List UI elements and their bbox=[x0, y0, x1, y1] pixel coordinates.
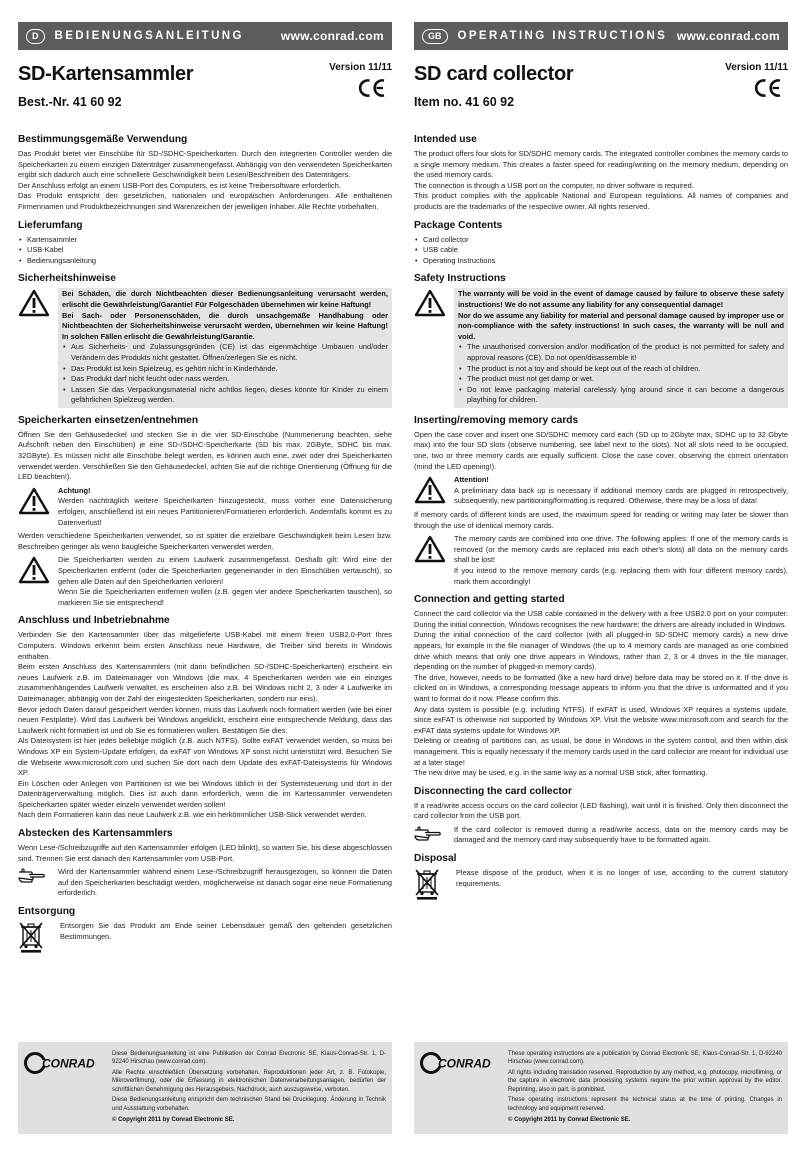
paragraph: If the card collector is removed during a read/write access, data on the memory cards may be damaged and the memory card may subsequently have to be formatted again. bbox=[454, 824, 788, 845]
list-item: • Aus Sicherheits- und Zulassungsgründen (CE) ist das eigenmächtige Umbauen und/oder Verändern des Produkts nicht gestattet. Öffnen/zerlegen Sie es nicht. bbox=[62, 342, 388, 363]
safety-text bbox=[58, 288, 392, 408]
paragraph: During the initial connection of the card collector (with all plugged-in SD-SDHC memory cards) a new drive appears, for example in the file manager of Windows (the up to 4 memory cards are managed as one combined drive which means that only one drive appears in Windows, rather than 2, 3 or 4 drives in the file manager, depending on the number of plugged-in memory cards). bbox=[414, 630, 788, 672]
item-number: Item no. 41 60 92 bbox=[414, 95, 515, 109]
section-insert-cards bbox=[18, 415, 392, 609]
list-item: • Das Produkt darf nicht feucht oder nass werden. bbox=[62, 374, 388, 385]
paragraph: The new drive may be used, e.g. in the same way as a normal USB stick, after formatting. bbox=[414, 768, 708, 778]
paragraph: Beim ersten Anschluss des Kartensammlers (mit darin befindlichen SD-/SDHC-Speicherkarten) erscheint ein neues Laufwerk z.B. im Dateimanager von Windows (die max. 4 Speicherkarten werden wie ein einziges zusammenhängendes Laufwerk verwaltet, es erscheinen also z.B. bei Windows nicht 2, 3 oder 4 Laufwerke im Dateimanager, abhängig von der Zahl der eingesteckten Speicherkarten, sondern nur eins). bbox=[18, 662, 392, 703]
attention-note bbox=[414, 475, 788, 507]
section-connection bbox=[414, 594, 788, 779]
conrad-logo-icon bbox=[24, 1052, 104, 1074]
version-label: Version 11/11 bbox=[725, 62, 788, 73]
footer-imprint bbox=[414, 1042, 788, 1134]
paragraph: The warranty will be void in the event of damage caused by failure to observe these safety instructions! We do not assume any liability for any consequential damage! bbox=[458, 289, 784, 309]
list-item: • Kartensammler bbox=[18, 235, 392, 246]
paragraph: The drive, however, needs to be formatted (like a new hard drive) before data may be stored on it. If the drive is clicked on in Windows, a corresponding message appears to inform you that the drive is unformatted and if you want to format do it now. Please confirm this. bbox=[414, 672, 788, 703]
paragraph: These operating instructions represent the technical status at the time of printing. Changes in technology and equipment reserved. bbox=[508, 1097, 782, 1112]
paragraph: Bevor jedoch Daten darauf gespeichert werden können, muss das Laufwerk noch formatiert werden (wie bei einer neuen Festplatte). Wird das Laufwerk bei Windows angeklickt, erscheint eine entsprechende Meldung, dass das Laufwerk nicht formatiert ist und ob Sie es formatieren wollen. Bestätigen Sie dies. bbox=[18, 704, 392, 735]
section-heading: Intended use bbox=[414, 134, 477, 145]
list-item: • Operating Instructions bbox=[414, 256, 788, 267]
language-badge: GB bbox=[422, 29, 448, 44]
section-heading: Disconnecting the card collector bbox=[414, 785, 572, 797]
list-item: • USB-Kabel bbox=[18, 245, 392, 256]
list-item: • The product is not a toy and should be kept out of the reach of children. bbox=[458, 364, 784, 375]
item-number: Best.-Nr. 41 60 92 bbox=[18, 95, 122, 109]
attention-title: Attention! bbox=[454, 475, 489, 485]
paragraph: Als Dateisystem ist hier jedes beliebige möglich (z.B. auch NTFS). Sollte exFAT verwendet werden, so muss bei Windows XP ein System-Update erfolgen, da exFAT von Windows XP sonst nicht unterstützt wird. Besuchen Sie die Webseite www.microsoft.com und suchen Sie dort nach dem Update des exFAT-Dateisystems für Windows XP. bbox=[18, 736, 392, 778]
paragraph: Wird der Kartensammler während einem Lese-/Schreibzugriff herausgezogen, so können die Daten auf den Speicherkarten beschädigt werden, möglicherweise ist danach sogar eine neue Formatierung erforderlich. bbox=[58, 867, 392, 898]
section-insert-cards bbox=[414, 415, 788, 587]
section-intended-use bbox=[18, 134, 392, 213]
paragraph: If a read/write access occurs on the card collector (LED flashing), wait until it is finished. Only then disconnect the card collector from the USB port. bbox=[414, 800, 788, 821]
column-german bbox=[18, 22, 392, 1134]
paragraph: Bei Schäden, die durch Nichtbeachten dieser Bedienungsanleitung verursacht werden, erlischt die Gewährleistung/Garantie! Für Folgeschäden übernehmen wir keine Haftung! bbox=[62, 289, 388, 309]
paragraph: If you intend to the remove memory cards (e.g. replacing them with four different memory cards), mark them accordingly! bbox=[454, 566, 788, 586]
warning-triangle-icon bbox=[414, 476, 446, 504]
paragraph: Ein Löschen oder Anlegen von Partitionen ist wie bei Windows üblich in der Systemsteuerung und dort in der Datenträgerverwaltung möglich. Dies ist auch dann erforderlich, wenn die im Kartensammler verwendeten Speicherkarten später wieder einzeln verwendet werden sollen! bbox=[18, 778, 392, 809]
header-url: www.conrad.com bbox=[676, 29, 780, 43]
paragraph: Das Produkt bietet vier Einschübe für SD-/SDHC-Speicherkarten. Durch den integrierten Controller werden die Speicherkarten zu einem einzigen Datenträger zusammengefasst. Abhängig von den verwendeten Speicherkarten ergibt sich dadurch auch eine schnellere Geschwindigkeit beim Lesen/Beschreiben des Datenträgers. bbox=[18, 149, 392, 180]
list-item: • Do not leave packaging material carelessly lying around since it can become a dangerous plaything for children. bbox=[458, 385, 784, 406]
content bbox=[414, 134, 788, 907]
section-disconnect bbox=[414, 786, 788, 846]
attention-note bbox=[18, 486, 392, 528]
section-heading: Bestimmungsgemäße Verwendung bbox=[18, 134, 188, 145]
copyright: © Copyright 2011 by Conrad Electronic SE. bbox=[508, 1116, 631, 1123]
paragraph: Please dispose of the product, when it is no longer of use, according to the current statutory requirements. bbox=[456, 868, 788, 888]
section-heading: Package Contents bbox=[414, 219, 503, 231]
paragraph: Nach dem Formatieren kann das neue Laufwerk z.B. wie ein herkömmlicher USB-Stick verwendet werden. bbox=[18, 810, 367, 820]
paragraph: Deleting or creating of partitions can, as usual, be done in Windows in the system control, and then within disk management. This is equally necessary if the memory cards used in the card collector are meant for individual use at a later stage! bbox=[414, 736, 788, 767]
paragraph: Nor do we assume any liability for material and personal damage caused by improper use or non-compliance with the safety instructions! In such cases, the warranty will be null and void. bbox=[458, 310, 784, 341]
list-item: • Lassen Sie das Verpackungsmaterial nicht achtlos liegen, dieses könnte für Kinder zu einem gefährlichen Spielzeug werden. bbox=[62, 385, 388, 406]
column-english bbox=[414, 22, 788, 1134]
section-heading: Abstecken des Kartensammlers bbox=[18, 828, 173, 840]
crossed-bin-icon bbox=[18, 921, 44, 953]
paragraph: Verbinden Sie den Kartensammler über das mitgelieferte USB-Kabel mit einem freien USB2.0-Port Ihres Computers. Windows erkennt beim ersten Anschluss neue Hardware, die Treiber sind bereits in Windows enthalten. bbox=[18, 630, 392, 661]
safety-list bbox=[458, 342, 784, 406]
section-disconnect bbox=[18, 828, 392, 899]
warning-triangle-icon bbox=[18, 487, 50, 515]
paragraph: Connect the card collector via the USB cable contained in the delivery with a free USB2.0 port on your computer. During the initial connection, Windows recognises the new hardware; the drivers are already included in Windows. bbox=[414, 609, 788, 629]
section-heading: Disposal bbox=[414, 853, 457, 865]
title-block bbox=[18, 50, 392, 120]
title-block bbox=[414, 50, 788, 120]
section-disposal bbox=[414, 853, 788, 900]
hint-note bbox=[18, 867, 392, 899]
paragraph: The memory cards are combined into one drive. The following applies: If one of the memory cards is removed (or the memory cards are replaced into each other's slots) all data on the memory cards shall be lost! bbox=[454, 534, 788, 565]
paragraph: The product offers four slots for SD/SDHC memory cards. The integrated controller combines the memory cards to a single memory medium. This creates a faster speed for reading/writing on the memory medium, depending on the used memory cards. bbox=[414, 149, 788, 180]
paragraph: Öffnen Sie den Gehäusedeckel und stecken Sie in die vier SD-Einschübe (Nummerierung beachten, siehe Aufschrift neben den Einschüben) je eine SD-/SDHC-Speicherkarte (SD bis max. 2GByte, SDHC bis max. 32GByte). Es müssen nicht alle Einschübe belegt werden, es können auch eine, zwei oder drei Speicherkarten verwendet werden. Verschließen Sie den Gehäusedeckel, achten Sie auf die richtige Orientierung (Öffnung für die LED beachten!). bbox=[18, 429, 392, 482]
header-banner bbox=[414, 22, 788, 50]
language-badge: D bbox=[26, 29, 45, 44]
section-heading: Inserting/removing memory cards bbox=[414, 414, 579, 426]
paragraph: Any data system is possible (e.g. including NTFS). If exFAT is used, Windows XP requires a systems update, since exFAT is otherwise not supported by Windows XP. Visit the website www.microsoft.com and search for the exFAT data systems update for Windows XP. bbox=[414, 704, 788, 735]
section-safety bbox=[414, 273, 788, 408]
warning-note bbox=[18, 555, 392, 608]
pointing-hand-icon bbox=[414, 825, 442, 843]
paragraph: Alle Rechte einschließlich Übersetzung vorbehalten. Reproduktionen jeder Art, z. B. Fotokopie, Mikroverfilmung, oder die Erfassung in elektronischen Datenverarbeitungsanlagen, bedürfen der schriftlichen Genehmigung des Herausgebers. Nachdruck, auch auszugsweise, verboten. bbox=[112, 1070, 386, 1093]
paragraph: Diese Bedienungsanleitung entspricht dem technischen Stand bei Drucklegung. Änderung in Technik und Ausstattung vorbehalten. bbox=[112, 1097, 386, 1112]
paragraph: Entsorgen Sie das Produkt am Ende seiner Lebensdauer gemäß den geltenden gesetzlichen Bestimmungen. bbox=[60, 921, 392, 941]
list-item: • Card collector bbox=[414, 235, 788, 246]
paragraph: A preliminary data back up is necessary if additional memory cards are plugged in retrospectively, subsequently, new partitioning/formatting is required. Otherwise, there may be a loss of data! bbox=[454, 485, 788, 506]
list-item: • USB cable bbox=[414, 245, 788, 256]
hint-note bbox=[414, 825, 788, 846]
paragraph: Wenn Lese-/Schreibzugriffe auf den Kartensammler erfolgen (LED blinkt), so warten Sie, bis diese abgeschlossen sind. Trennen Sie erst danach den Kartensammler vom USB-Port. bbox=[18, 843, 392, 863]
section-safety bbox=[18, 273, 392, 408]
imprint-text bbox=[508, 1050, 782, 1126]
header-title: OPERATING INSTRUCTIONS bbox=[457, 30, 668, 42]
section-intended-use bbox=[414, 134, 788, 213]
section-heading: Sicherheitshinweise bbox=[18, 273, 116, 285]
header-banner bbox=[18, 22, 392, 50]
logo-text: CONRAD bbox=[438, 1056, 491, 1071]
section-connection bbox=[18, 615, 392, 821]
safety-list bbox=[62, 342, 388, 406]
conrad-logo-icon bbox=[420, 1052, 500, 1074]
section-heading: Lieferumfang bbox=[18, 219, 83, 231]
paragraph: Der Anschluss erfolgt an einem USB-Port des Computers, es ist keine Treibersoftware erforderlich. bbox=[18, 180, 341, 190]
package-list bbox=[18, 235, 392, 267]
warning-note bbox=[414, 534, 788, 587]
disposal-note bbox=[18, 921, 392, 953]
paragraph: The connection is through a USB port on the computer, no driver software is required. bbox=[414, 180, 694, 190]
safety-box bbox=[18, 288, 392, 408]
imprint-text bbox=[112, 1050, 386, 1126]
paragraph: These operating instructions are a publication by Conrad Electronic SE, Klaus-Conrad-Str. 1, D-92240 Hirschau (www.conrad.com). bbox=[508, 1051, 782, 1066]
header-url: www.conrad.com bbox=[280, 29, 384, 43]
paragraph: Bei Sach- oder Personenschäden, die durch unsachgemäße Handhabung oder Nichtbeachten der Sicherheitshinweise verursacht werden, übernehmen wir keine Haftung! In solchen Fällen erlischt die Gewährleistung/Garantie. bbox=[62, 310, 388, 341]
paragraph: Die Speicherkarten werden zu einem Laufwerk zusammengefasst. Deshalb gilt: Wird eine der Speicherkarten entfernt (oder die Speicherkarten gegeneinander in den Einschüben vertauscht), so gehen alle Daten auf den Speicherkarten verloren! bbox=[58, 555, 392, 586]
safety-text bbox=[454, 288, 788, 408]
paragraph: Open the case cover and insert one SD/SDHC memory card each (SD up to 2Gbyte max, SDHC up to 32 Gbyte max) into the four SD slots (observe numbering, see label next to the slots). Not all slots need to be occupied; one, two or three memory cards are equally sufficient. Close the case cover, observing the correct orientation (mind the LED opening!). bbox=[414, 429, 788, 471]
paragraph: Das Produkt entspricht den gesetzlichen, nationalen und europäischen Anforderungen. Alle enthaltenen Firmennamen und Produktbezeichnungen sind Warenzeichen der jeweiligen Inhaber. Alle Rechte vorbehalten. bbox=[18, 191, 392, 211]
section-package-contents bbox=[18, 220, 392, 267]
footer-imprint bbox=[18, 1042, 392, 1134]
logo-text: CONRAD bbox=[42, 1056, 95, 1071]
warning-triangle-icon bbox=[18, 556, 50, 584]
warning-triangle-icon bbox=[414, 535, 446, 563]
copyright: © Copyright 2011 by Conrad Electronic SE. bbox=[112, 1116, 235, 1123]
crossed-bin-icon bbox=[414, 868, 440, 900]
package-list bbox=[414, 235, 788, 267]
warning-triangle-icon bbox=[18, 289, 50, 317]
list-item: • Das Produkt ist kein Spielzeug, es gehört nicht in Kinderhände. bbox=[62, 364, 388, 375]
paragraph: Wenn Sie die Speicherkarten entfernen wollen (z.B. gegen vier andere Speicherkarten tauschen), so markieren Sie sie entsprechend! bbox=[58, 587, 392, 607]
section-heading: Anschluss und Inbetriebnahme bbox=[18, 615, 170, 627]
paragraph: Werden nachträglich weitere Speicherkarten hinzugesteckt, muss vorher eine Datensicherung erfolgen, anschließend ist ein neues Partitionieren/Formatieren erforderlich. Andernfalls kommt es zu Datenverlust! bbox=[58, 496, 392, 527]
product-title: SD card collector bbox=[414, 63, 574, 85]
ce-mark-icon bbox=[753, 78, 783, 98]
header-title: BEDIENUNGSANLEITUNG bbox=[54, 30, 244, 42]
list-item: • Bedienungsanleitung bbox=[18, 256, 392, 267]
paragraph: Diese Bedienungsanleitung ist eine Publikation der Conrad Electronic SE, Klaus-Conrad-Str. 1, D-92240 Hirschau (www.conrad.com). bbox=[112, 1051, 386, 1066]
list-item: • The product must not get damp or wet. bbox=[458, 374, 784, 385]
paragraph: Werden verschiedene Speicherkarten verwendet, so ist später die erzielbare Geschwindigkeit beim Lesen bzw. Beschreiben geringer als wenn baugleiche Speicherkarten verwendet werden. bbox=[18, 531, 392, 551]
warning-triangle-icon bbox=[414, 289, 446, 317]
paragraph: This product complies with the applicable National and European regulations. All names of companies and products are the trademarks of the respective owner. All rights reserved. bbox=[414, 191, 788, 211]
content bbox=[18, 134, 392, 960]
section-heading: Speicherkarten einsetzen/entnehmen bbox=[18, 414, 199, 426]
section-heading: Connection and getting started bbox=[414, 594, 565, 606]
ce-mark-icon bbox=[357, 78, 387, 98]
version-label: Version 11/11 bbox=[329, 62, 392, 73]
section-disposal bbox=[18, 906, 392, 953]
section-package-contents bbox=[414, 220, 788, 267]
disposal-note bbox=[414, 868, 788, 900]
paragraph: If memory cards of different kinds are used, the maximum speed for reading or writing may later be slower than through the use of identical memory cards. bbox=[414, 510, 788, 530]
safety-box bbox=[414, 288, 788, 408]
product-title: SD-Kartensammler bbox=[18, 63, 194, 85]
section-heading: Safety Instructions bbox=[414, 273, 506, 285]
pointing-hand-icon bbox=[18, 867, 46, 885]
list-item: • The unauthorised conversion and/or modification of the product is not permitted for safety and approval reasons (CE). Do not open/disassemble it! bbox=[458, 342, 784, 363]
paragraph: All rights including translation reserved. Reproduction by any method, e.g. photocopy, microfilming, or the capture in electronic data processing systems require the prior written approval by the editor. Reprinting, also in part, is prohibited. bbox=[508, 1070, 782, 1093]
attention-title: Achtung! bbox=[58, 485, 91, 495]
section-heading: Entsorgung bbox=[18, 906, 76, 918]
